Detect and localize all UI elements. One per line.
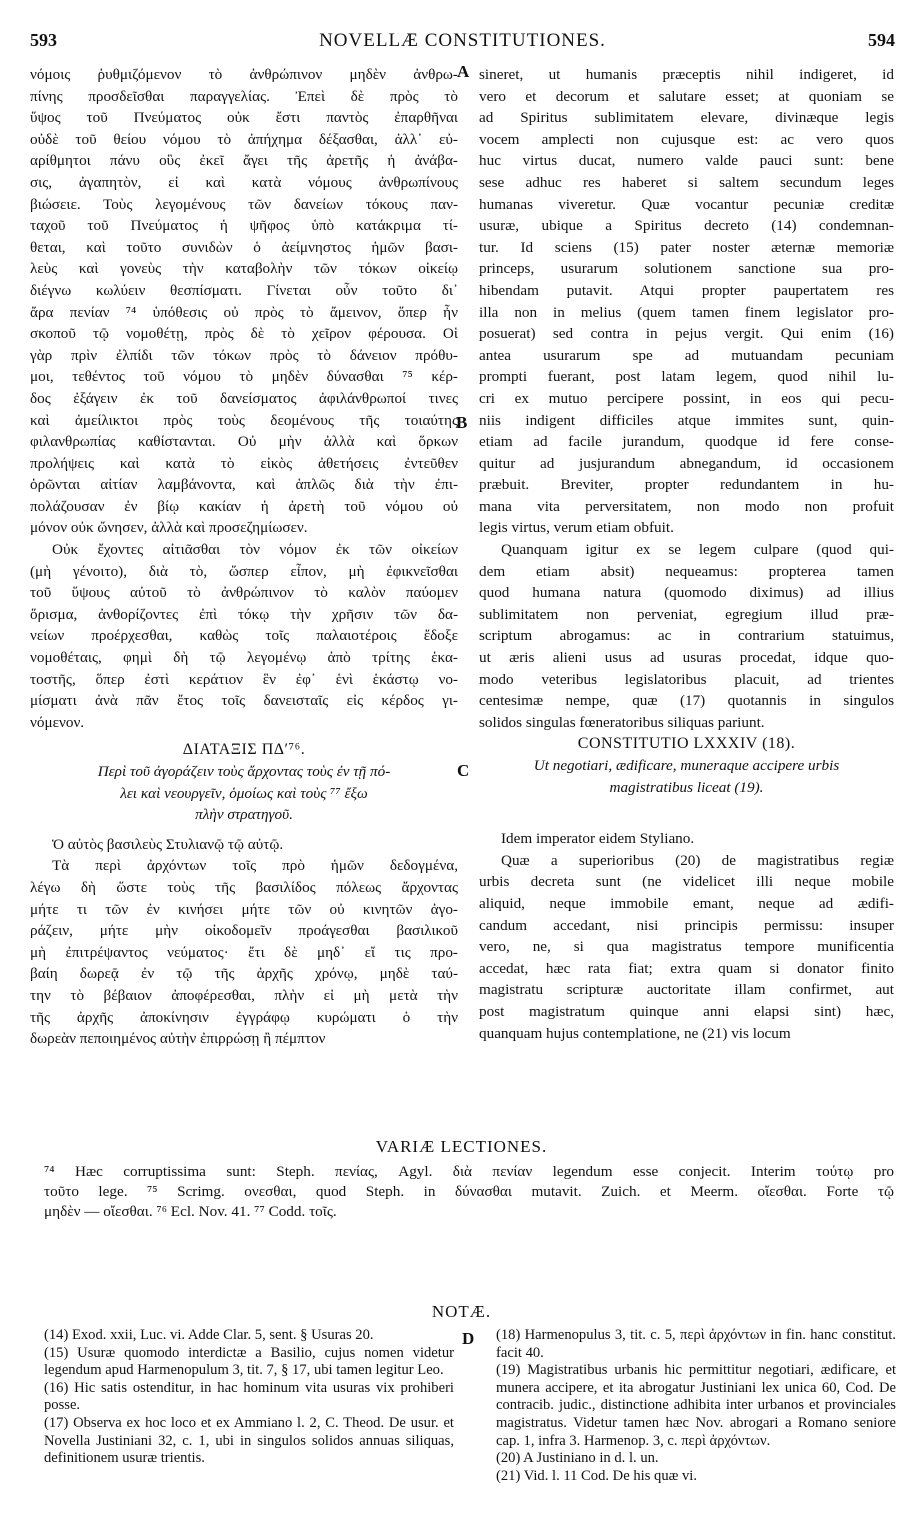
text-line: καὶ ἀμείλικτοι πρὸς τοὺς δεομένους τῆς τοιαύτης — [30, 411, 458, 429]
text-line: μίσματι ἀνὰ πᾶν ἔτος τοῖς δανεισταῖς εἰς κέρδος γι- — [30, 692, 458, 710]
text-line: quanquam hujus contemplatione, ne (21) vis locum — [479, 1024, 791, 1042]
text-line: vocem amplecti non cujusque est: ac vero quos — [479, 130, 894, 148]
page-number-right: 594 — [868, 30, 895, 50]
latin-constitution-heading: CONSTITUTIO LXXXIV (18). — [577, 735, 796, 753]
text-line: νείων προέρχεσθαι, καθὼς τοῖς παλαιοτέροις ἔδοξε — [30, 627, 458, 645]
text-line: ⁷⁴ Hæc corruptissima sunt: Steph. πενίας, Agyl. διὰ πενίαν legendum esse conjecit. Interim τούτῳ pro — [44, 1163, 894, 1180]
text-line: quitur ad jusjurandum abnegandum, id occasionem — [479, 454, 894, 472]
text-line: niis indigent difficiles atque immites sunt, quin- — [479, 411, 894, 429]
text-line: vero, ne, si qua magistratus tempore munificentia — [479, 938, 894, 956]
greek-address: Ὁ αὐτὸς βασιλεὺς Στυλιανῷ τῷ αὐτῷ. — [52, 835, 284, 853]
text-line: σκοποῦ τῷ νομοθέτῃ, πρὸς δὲ τὸ χεῖρον φέρουσα. Οἱ — [30, 325, 458, 343]
text-line: νόμενον. — [30, 713, 85, 731]
greek-column — [30, 64, 458, 1050]
notes-right-column — [496, 1327, 896, 1485]
text-line: ὕψος τοῦ Πνεύματος οὐκ ἔστι παντὸς ἐπαρθῆναι — [30, 109, 458, 127]
text-line: dem etiam absit) nequeamus: propterea tamen — [479, 562, 894, 580]
latin-address: Idem imperator eidem Styliano. — [501, 830, 695, 848]
text-line: ὅρισμα, ἀνθορίζοντες ἐπὶ τόκῳ τὴν χρῆσιν τῶν δα- — [30, 605, 458, 623]
greek-paragraph — [30, 855, 458, 1049]
text-line: sineret, ut humanis præceptis nihil indigeret, id — [479, 66, 894, 83]
text-line: νόμοις ῥυθμιζόμενον τὸ ἀνθρώπινον μηδὲν ἀνθρω- — [30, 66, 458, 83]
text-line: δωρεὰν πεποιημένος αὐτὴν ἐπιρρώσῃ ἢ πέμπτον — [30, 1030, 326, 1048]
text-line: urbis decreta sunt (ne videlicet illi neque mobile — [479, 873, 894, 891]
text-line: huc virtus ducat, numero valde pauci sunt: bene — [479, 152, 894, 170]
footnote: (21) Vid. l. 11 Cod. De his quæ vi. — [496, 1467, 698, 1484]
text-line: σις, ἀγαπητὸν, εἰ καὶ κατὰ νόμους ἀνθρωπίνους — [30, 173, 458, 191]
text-line: οὐδὲ τοῦ θείου νόμου τὸ ἀπήχημα δέξασθαι, ἀλλ᾽ εὐ- — [30, 130, 458, 148]
text-line: ὁρῶνται αἰτίαν λαμβάνοντα, καὶ ἁπλῶς διὰ τὴν ἐπι- — [30, 476, 458, 494]
text-line: tur. Id sciens (15) pater noster æternæ memoriæ — [479, 238, 894, 256]
text-line: μηδὲν — οἴεσθαι. ⁷⁶ Ecl. Nov. 41. ⁷⁷ Codd. τοῖς. — [44, 1203, 337, 1220]
text-line: ράζειν, μήτε μὴν οἰκοδομεῖν προάγεσθαι βασιλικοῦ — [30, 922, 458, 940]
text-line: sublimitatem non perveniat, egregium illud præ- — [479, 605, 894, 623]
text-line: illa non in melius (quem tamen finem legislator pro- — [479, 303, 894, 321]
text-line: posuerat) sed contra in pejus vergit. Qui enim (16) — [479, 325, 894, 343]
text-line: προλήψεις καὶ κατὰ τὸ εἰκὸς ἀθετήσεις ἐντεῦθεν — [30, 454, 458, 472]
text-line: usuræ, ubique a Spiritus decreto (14) condemnan- — [479, 217, 894, 235]
page-number-left: 593 — [30, 30, 57, 50]
text-line: scriptum abrogamus: ac in contrarium statuimus, — [479, 627, 894, 645]
text-line: humanas viveretur. Quæ vocantur pecuniæ creditæ — [479, 195, 894, 213]
text-line: ut æris alieni usus ad usuras procedat, idque quo- — [479, 649, 894, 667]
text-line: μόνον οὐκ ὤνησεν, ἀλλὰ καὶ προσεζημίωσεν. — [30, 519, 308, 537]
text-line: centesimæ nempe, quæ (17) quotannis in singulos — [479, 692, 894, 710]
text-line: βαίη δωρεᾷ ἐν τῷ τῆς ἀρχῆς χρόνῳ, μηδὲ ταύ- — [30, 965, 458, 983]
text-line: antea usurarum spe ad mutuandam pecuniam — [479, 346, 894, 364]
text-line: Quanquam igitur ex se legem culpare (quod qui- — [501, 541, 894, 559]
text-line: etiam ad facile jurandum, quodque id fere conse- — [479, 433, 894, 451]
text-line: prompti fuerant, post latam legem, quod nihil lu- — [479, 368, 894, 386]
footnote: (20) A Justiniano in d. l. un. — [496, 1450, 659, 1467]
text-line: Quæ a superioribus (20) de magistratibus regiæ — [501, 851, 894, 869]
greek-subheading-line: πλὴν στρατηγοῦ. — [195, 806, 293, 824]
text-line: aliquid, neque immobile emant, neque ad ædifi- — [479, 894, 894, 912]
text-line: θεται, καὶ τοῦτο συνιδὼν ὁ ἀείμνηστος ἡμῶν βασι- — [30, 238, 458, 256]
latin-paragraph — [479, 64, 894, 539]
text-line: Τὰ περὶ ἀρχόντων τοῖς πρὸ ἡμῶν δεδογμένα, — [52, 857, 458, 875]
latin-column — [479, 64, 894, 1044]
text-line: δος ἐξάγειν ἐκ τοῦ δανείσματος ἀφιλάνθρωποί τινες — [30, 389, 458, 407]
latin-paragraph — [479, 539, 894, 733]
margin-letter-b: B — [456, 413, 468, 432]
text-line: legis virtus, verum etiam obfuit. — [479, 519, 674, 537]
notes-left-column — [44, 1327, 454, 1468]
variae-lectiones — [44, 1162, 894, 1222]
latin-paragraph — [479, 850, 894, 1044]
footnote: (18) Harmenopulus 3, tit. c. 5, περὶ ἀρχόντων in fin. hanc constitut. facit 40. — [496, 1327, 896, 1361]
running-header — [30, 30, 895, 56]
greek-subheading-line: Περὶ τοῦ ἀγοράζειν τοὺς ἄρχοντας τοὺς ἐν τῇ πό- — [97, 763, 391, 780]
text-line: αρίθμητοι πάνυ οὓς ἐκεῖ ἄγει τῆς ἀρετῆς ἡ ἀνάβα- — [30, 152, 458, 170]
text-line: ταχοῦ τοῦ Πνεύματος ἡ ψῆφος ὑπὸ κατάκριμα τί- — [30, 217, 458, 235]
text-line: λέγω δὴ ὥστε τοὺς τῆς βασιλίδος πόλεως ἄρχοντας — [30, 878, 458, 896]
text-line: τοῦτο lege. ⁷⁵ Scrimg. ονεσθαι, quod Steph. in δύνασθαι mutavit. Zuich. et Meerm. οἴεσθαι. Forte τῷ — [44, 1183, 894, 1200]
footnote: (15) Usuræ quomodo interdictæ a Basilio, cujus nomen videtur legendum apud Harmenopulum 3, tit. 7, § 17, ubi tamen legitur Leo. — [44, 1344, 454, 1379]
greek-paragraph — [30, 64, 458, 539]
text-line: πολάζουσαν ἐν βίῳ κακίαν ἡ ἀρετὴ τοῦ νόμου οὐ — [30, 497, 458, 515]
text-line: τοῦ ὕψους αὐτοῦ τὸ ἀνθρώπινον τὸ καλὸν παύομεν — [30, 584, 458, 602]
text-line: ad Spiritus sublimitatem elevare, divinæque legis — [479, 109, 894, 127]
latin-subheading-line: magistratibus liceat (19). — [609, 778, 764, 796]
text-line: την τὸ βέβαιον ἀποφέρεσθαι, πλὴν εἰ μὴ μετὰ τὴν — [30, 986, 458, 1004]
text-line: hibendam putavit. Atqui propter paupertatem res — [479, 281, 894, 299]
text-line: διέγνω κωλύειν θεσπίσματι. Γίνεται οὖν τοῦτο δι᾽ — [30, 281, 458, 299]
footnote: (14) Exod. xxii, Luc. vi. Adde Clar. 5, sent. § Usuras 20. — [44, 1327, 374, 1343]
text-line: (μὴ γένοιτο), διὰ τὸ, ὥσπερ εἶπον, μὴ ἐφικνεῖσθαι — [30, 562, 458, 580]
text-line: φιλανθρωπίας καθίστανται. Οὐ μὴν ἀλλὰ καὶ ὅρκων — [30, 433, 458, 451]
text-line: mana vita perversitatem, non modo non profuit — [479, 497, 894, 515]
text-line: ἄρα πενίαν ⁷⁴ ὑπόθεσις οὐ πρὸς τὸ ἄμεινον, ὅπερ ἦν — [30, 303, 458, 321]
text-line: candum accedant, nisi principis permissu: insuper — [479, 916, 894, 934]
margin-letter-d: D — [462, 1329, 475, 1348]
text-line: quod humana natura (quomodo diximus) ad illius — [479, 584, 894, 602]
text-line: princeps, usurarum solutionem sanctione sua pro- — [479, 260, 894, 278]
latin-subheading-line: Ut negotiari, ædificare, muneraque accipere urbis — [533, 757, 840, 774]
text-line: sese adhuc res haberet si saltem secundum leges — [479, 173, 894, 191]
text-line: vero et decorum et salutare esset; at quoniam se — [479, 87, 894, 105]
variae-lectiones-title: VARIÆ LECTIONES. — [375, 1137, 548, 1156]
text-line: μοι, τεθέντος τοῦ νόμου τὸ μηδὲν δύνασθαι ⁷⁵ κέρ- — [30, 368, 458, 386]
text-line: μὴ ἐπιτρέψαντος νεύματος· ἔτι δὲ μηδ᾽ εἴ τις προ- — [30, 943, 458, 961]
text-line: γὰρ πρὶν ἐλπίδι τῶν τόκων πρὸς τὸ δάνειον πρόθυ- — [30, 346, 458, 364]
text-line: magistratu scripturæ auctoritate illam confirmet, aut — [479, 981, 894, 999]
text-line: βιώσειε. Τοὺς λεγομένους τῶν δανείων τόκους παν- — [30, 195, 458, 213]
text-line: Οὐκ ἔχοντες αἰτιᾶσθαι τὸν νόμον ἐκ τῶν οἰκείων — [52, 541, 458, 559]
margin-letter-c: C — [457, 761, 470, 780]
text-line: πίνης προσδεῖσθαι παραγγελίας. Ἐπεὶ δὲ πρὸς τὸ — [30, 87, 458, 105]
greek-constitution-heading: ΔΙΑΤΑΞΙΣ ΠΔ′⁷⁶. — [182, 741, 306, 759]
text-line: post magistratum quinque anni elapsi sint) hæc, — [479, 1002, 894, 1020]
notae-title: NOTÆ. — [431, 1302, 492, 1321]
footnote: (19) Magistratibus urbanis hic permittitur negotiari, ædificare, et munera accipere, et ita abrogatur Justiniani lex unica 60, Cod. De contracib. judic., distinctione adhibita inter urbanos et provinciales magistratus. Videtur tamen hæc Nov. abrogari a Romano seniore cap. 1, infra 3. Harmenop. 3, c. περὶ ἀρχόντων. — [496, 1362, 896, 1449]
text-line: τοστῆς, ὅπερ ἐστὶ κεράτιον ἓν ἐφ᾽ ἑνὶ ἑκάστῳ νο- — [30, 670, 458, 688]
text-line: λεὺς καὶ γονεὺς τὴν καταβολὴν τῶν τόκων οἰκείῳ — [30, 260, 458, 278]
text-line: solidos singulas fœneratoribus siliquas pariunt. — [479, 713, 765, 731]
text-line: τῆς ἀρχῆς ἀποκίνησιν ἐγγράφῳ κυρώματι ὁ τὴν — [30, 1008, 458, 1026]
greek-subheading-line: λει καὶ νεουργεῖν, ὁμοίως καὶ τοὺς ⁷⁷ ἔξω — [120, 784, 368, 802]
running-title: NOVELLÆ CONSTITUTIONES. — [319, 30, 606, 51]
greek-paragraph — [30, 539, 458, 733]
text-line: νομοθέταις, φημὶ δὴ τῷ λεγομένῳ ἀπὸ τρίτης ἑκα- — [30, 649, 458, 667]
text-line: præbuit. Breviter, propter redundantem in hu- — [479, 476, 894, 494]
footnote: (17) Observa ex hoc loco et ex Ammiano l. 2, C. Theod. De usur. et Novella Justiniani 32, c. 1, ubi in singulos solidos annuas siliquas, definitionem usuræ trientis. — [44, 1414, 454, 1467]
text-line: cri ex mutuo percipere possint, in eos qui pecu- — [479, 389, 894, 407]
margin-letter-a: A — [457, 62, 470, 81]
footnote: (16) Hic satis ostenditur, in hac hominum vita usuras vix prohiberi posse. — [44, 1379, 454, 1414]
text-line: modo veteribus legislatoribus placuit, ad trientes — [479, 670, 894, 688]
text-line: μήτε τι τῶν ἐν κινήσει μήτε τῶν οὐ κινητῶν ἀγο- — [30, 900, 458, 918]
text-line: accedat, hæc rata fiat; extra quam si donator finito — [479, 959, 894, 977]
